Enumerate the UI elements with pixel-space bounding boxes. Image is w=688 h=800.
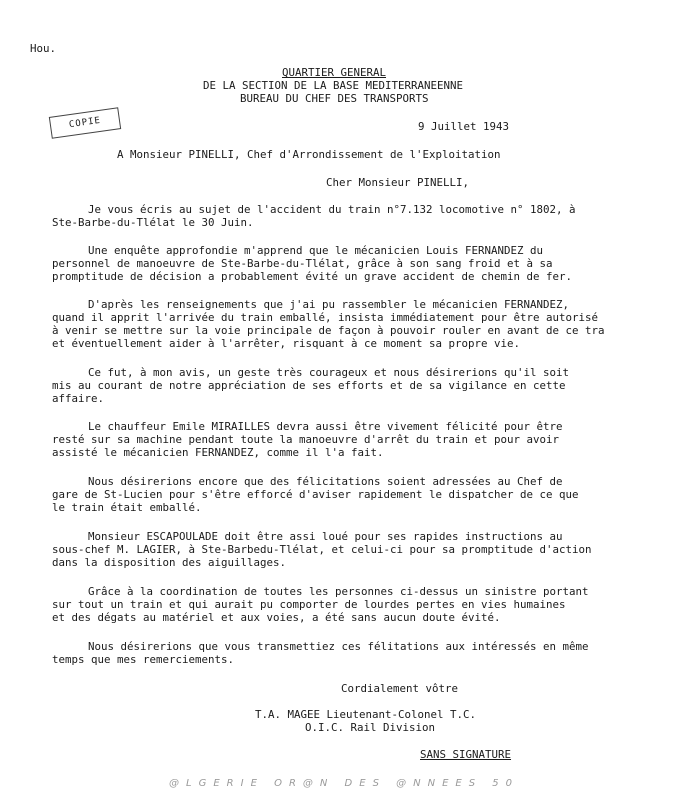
paragraph-3-line-2: quand il apprit l'arrivée du train emballé, insista immédiatement pour être autorisé: [52, 311, 599, 324]
header-line-3: BUREAU DU CHEF DES TRANSPORTS: [240, 92, 429, 105]
paragraph-4-line-2: mis au courant de notre appréciation de ses efforts et de sa vigilance en cette: [52, 379, 566, 392]
paragraph-4-line-3: affaire.: [52, 392, 105, 405]
reference-initials: Hou.: [30, 42, 57, 55]
paragraph-9-line-2: temps que mes remerciements.: [52, 653, 235, 666]
header-line-2: DE LA SECTION DE LA BASE MEDITERRANEENNE: [203, 79, 464, 92]
watermark-footer: @LGERIE OR@N DES @NNEES 50: [169, 778, 519, 789]
paragraph-3-line-4: et éventuellement aider à l'arrêter, risquant à ce moment sa propre vie.: [52, 337, 521, 350]
signer-name: T.A. MAGEE Lieutenant-Colonel T.C.: [255, 708, 477, 721]
header-line-1: QUARTIER GENERAL: [282, 66, 387, 79]
paragraph-8-line-1: Grâce à la coordination de toutes les personnes ci-dessus un sinistre portant: [88, 585, 589, 598]
paragraph-3-line-3: à venir se mettre sur la voie principale de façon à pouvoir rouler en avant de ce tra: [52, 324, 605, 337]
closing: Cordialement vôtre: [341, 682, 459, 695]
paragraph-6-line-1: Nous désirerions encore que des félicitations soient adressées au Chef de: [88, 475, 563, 488]
recipient-line: A Monsieur PINELLI, Chef d'Arrondissement de l'Exploitation: [117, 148, 501, 161]
paragraph-8-line-2: sur tout un train et qui aurait pu comporter de lourdes pertes en vies humaines: [52, 598, 566, 611]
paragraph-3-line-1: D'après les renseignements que j'ai pu rassembler le mécanicien FERNANDEZ,: [88, 298, 570, 311]
paragraph-9-line-1: Nous désirerions que vous transmettiez ces félitations aux intéressés en même: [88, 640, 589, 653]
signature-note: SANS SIGNATURE: [420, 748, 512, 761]
paragraph-7-line-2: sous-chef M. LAGIER, à Ste-Barbedu-Tlélat, et celui-ci pour sa promptitude d'action: [52, 543, 592, 556]
paragraph-5-line-1: Le chauffeur Emile MIRAILLES devra aussi être vivement félicité pour être: [88, 420, 563, 433]
paragraph-2-line-1: Une enquête approfondie m'apprend que le mécanicien Louis FERNANDEZ du: [88, 244, 544, 257]
paragraph-4-line-1: Ce fut, à mon avis, un geste très courageux et nous désirerions qu'il soit: [88, 366, 570, 379]
salutation: Cher Monsieur PINELLI,: [326, 176, 470, 189]
paragraph-5-line-3: assisté le mécanicien FERNANDEZ, comme il l'a fait.: [52, 446, 384, 459]
paragraph-6-line-3: le train était emballé.: [52, 501, 202, 514]
paragraph-1-line-2: Ste-Barbe-du-Tlélat le 30 Juin.: [52, 216, 254, 229]
paragraph-5-line-2: resté sur sa machine pendant toute la manoeuvre d'arrêt du train et pour avoir: [52, 433, 560, 446]
paragraph-8-line-3: et des dégats au matériel et aux voies, a été sans aucun doute évité.: [52, 611, 501, 624]
paragraph-7-line-3: dans la disposition des aiguillages.: [52, 556, 287, 569]
signer-unit: O.I.C. Rail Division: [305, 721, 436, 734]
letter-date: 9 Juillet 1943: [418, 120, 510, 133]
paragraph-2-line-2: personnel de manoeuvre de Ste-Barbe-du-Tlélat, grâce à son sang froid et à sa: [52, 257, 553, 270]
paragraph-1-line-1: Je vous écris au sujet de l'accident du train n°7.132 locomotive n° 1802, à: [88, 203, 576, 216]
paragraph-6-line-2: gare de St-Lucien pour s'être efforcé d'aviser rapidement le dispatcher de ce que: [52, 488, 579, 501]
paragraph-2-line-3: promptitude de décision a probablement évité un grave accident de chemin de fer.: [52, 270, 573, 283]
copy-stamp: COPIE: [49, 107, 121, 139]
paragraph-7-line-1: Monsieur ESCAPOULADE doit être assi loué pour ses rapides instructions au: [88, 530, 563, 543]
